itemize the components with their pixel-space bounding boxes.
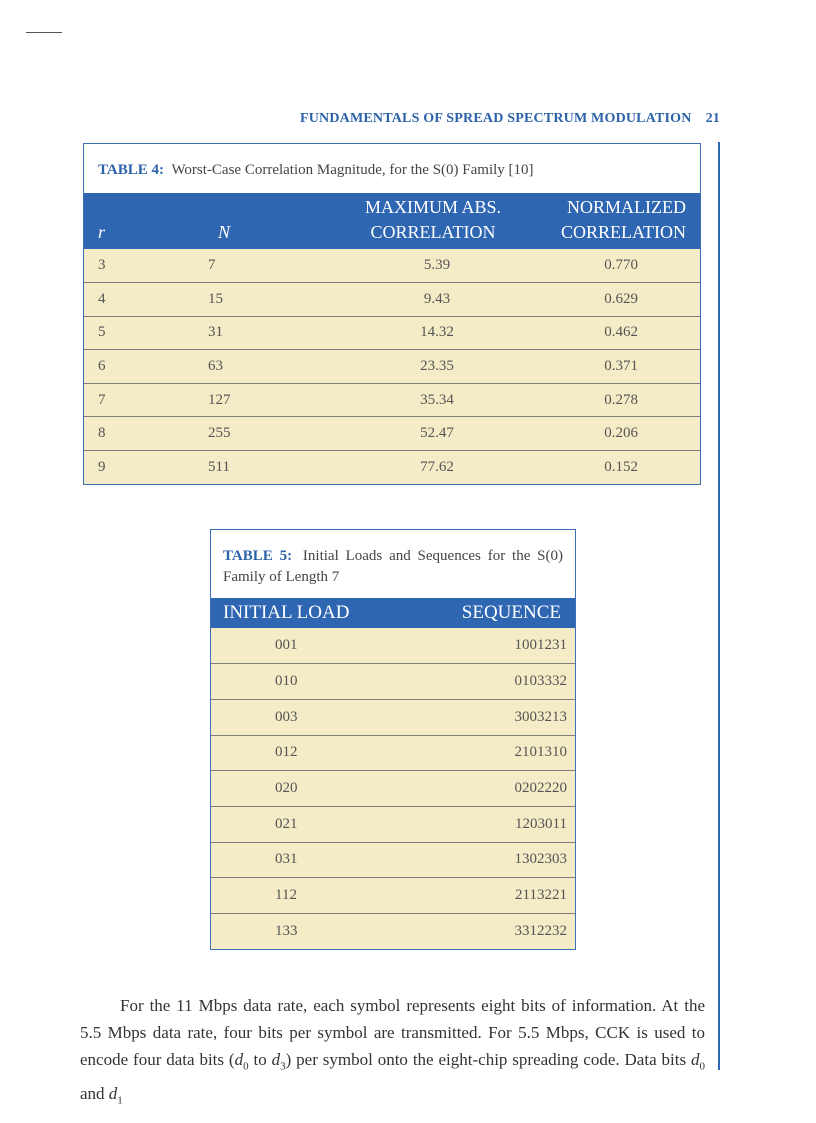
cell-initial-load: 010	[275, 673, 298, 690]
cell-norm: 0.629	[604, 290, 638, 307]
cell-initial-load: 031	[275, 851, 298, 868]
cell-sequence: 3003213	[514, 708, 567, 725]
table-5-grid	[211, 598, 575, 949]
table-row	[211, 664, 575, 700]
cell-initial-load: 012	[275, 744, 298, 761]
paragraph-text-to: to	[248, 1050, 272, 1069]
table-row	[211, 771, 575, 807]
table-row	[211, 735, 575, 771]
var-d0-letter: d	[234, 1050, 244, 1069]
var-d3	[271, 1050, 286, 1073]
cell-r: 5	[98, 324, 106, 341]
table-4-caption-text: Worst-Case Correlation Magnitude, for the S(0) Family [10]	[171, 162, 534, 178]
cell-initial-load: 020	[275, 780, 298, 797]
cell-initial-load: 001	[275, 637, 298, 654]
var-d0-second	[690, 1050, 705, 1073]
var-d0-second-letter: d	[690, 1050, 700, 1069]
page-number: 21	[705, 111, 720, 126]
table-5-caption-text: Initial Loads and Sequences for the S(0) Family of Length 7	[223, 548, 564, 585]
cell-sequence: 0202220	[514, 780, 567, 797]
table-row	[84, 451, 700, 485]
var-d1	[108, 1084, 123, 1107]
table-4-header-row	[84, 193, 700, 249]
cell-r: 8	[98, 425, 106, 442]
cell-sequence: 2113221	[515, 887, 567, 904]
paragraph-text-2: ) per symbol onto the eight-chip spreading code. Data bits	[285, 1050, 691, 1069]
table-4-caption	[84, 144, 700, 193]
running-header	[200, 111, 720, 127]
cell-initial-load: 112	[275, 887, 297, 904]
var-d0	[234, 1050, 249, 1073]
var-d0-second-sub: 0	[699, 1060, 705, 1073]
var-d1-sub: 1	[117, 1094, 123, 1107]
cell-initial-load: 003	[275, 708, 298, 725]
cell-n: 511	[208, 459, 230, 476]
cell-sequence: 1001231	[514, 637, 567, 654]
cell-sequence: 1203011	[515, 815, 567, 832]
header-n: N	[218, 222, 231, 242]
header-sequence: SEQUENCE	[461, 602, 561, 623]
header-norm-line1: NORMALIZED	[567, 197, 686, 217]
corner-rule	[26, 32, 62, 33]
table-4-caption-label: TABLE 4:	[98, 162, 164, 178]
cell-n: 31	[208, 324, 223, 341]
cell-max: 9.43	[423, 290, 451, 307]
var-d0-sub: 0	[243, 1060, 249, 1073]
cell-norm: 0.770	[604, 257, 638, 274]
header-initial-load: INITIAL LOAD	[223, 602, 350, 623]
table-row	[211, 878, 575, 914]
cell-n: 127	[208, 391, 231, 408]
table-5-caption	[211, 530, 575, 598]
table-5-header-row	[211, 598, 575, 628]
header-max-line2: CORRELATION	[370, 222, 496, 242]
table-5	[210, 529, 576, 950]
cell-max: 35.34	[420, 391, 454, 408]
table-row	[84, 350, 700, 384]
cell-max: 77.62	[420, 459, 454, 476]
margin-rule	[718, 142, 720, 1070]
table-row	[84, 249, 700, 283]
table-row	[211, 842, 575, 878]
table-4	[83, 143, 701, 485]
cell-r: 7	[98, 391, 106, 408]
cell-norm: 0.206	[604, 425, 638, 442]
cell-max: 14.32	[420, 324, 454, 341]
cell-max: 52.47	[420, 425, 454, 442]
paragraph-text-1: For the 11 Mbps data rate, each symbol represents eight bits of information. At the 5.5 Mbps data rate, four bits per symbol are transmitted. For 5.5 Mbps, CCK is used to encode four data bits (	[80, 996, 705, 1069]
running-title: FUNDAMENTALS OF SPREAD SPECTRUM MODULATION	[299, 111, 692, 126]
cell-max: 23.35	[420, 358, 454, 375]
cell-n: 7	[208, 257, 216, 274]
cell-sequence: 3312232	[514, 923, 567, 940]
table-row	[84, 417, 700, 451]
cell-r: 6	[98, 358, 106, 375]
cell-norm: 0.278	[604, 391, 638, 408]
cell-sequence: 0103332	[514, 673, 567, 690]
header-max-abs-correlation	[312, 193, 554, 249]
table-row	[84, 316, 700, 350]
cell-norm: 0.371	[604, 358, 638, 375]
cell-initial-load: 021	[275, 815, 298, 832]
table-5-caption-label: TABLE 5:	[223, 548, 293, 564]
body-paragraph	[80, 992, 705, 1115]
table-row	[211, 699, 575, 735]
var-d3-sub: 3	[280, 1060, 286, 1073]
cell-norm: 0.462	[604, 324, 638, 341]
cell-n: 63	[208, 358, 223, 375]
cell-norm: 0.152	[604, 459, 638, 476]
table-row	[211, 806, 575, 842]
table-row	[84, 383, 700, 417]
cell-r: 9	[98, 459, 106, 476]
cell-n: 15	[208, 290, 223, 307]
header-r: r	[98, 222, 106, 242]
table-row	[84, 283, 700, 317]
cell-r: 4	[98, 290, 106, 307]
var-d1-letter: d	[108, 1084, 118, 1104]
cell-sequence: 1302303	[514, 851, 567, 868]
header-norm-line2: CORRELATION	[561, 222, 686, 242]
cell-max: 5.39	[423, 257, 451, 274]
cell-initial-load: 133	[275, 923, 298, 940]
header-max-line1: MAXIMUM ABS.	[364, 197, 502, 217]
cell-n: 255	[208, 425, 231, 442]
table-row	[211, 628, 575, 664]
header-normalized-correlation	[554, 193, 700, 249]
table-4-grid	[84, 193, 700, 484]
cell-sequence: 2101310	[514, 744, 567, 761]
var-d3-letter: d	[271, 1050, 281, 1069]
table-row	[211, 914, 575, 950]
cell-r: 3	[98, 257, 106, 274]
paragraph-text-and: and	[80, 1084, 109, 1104]
